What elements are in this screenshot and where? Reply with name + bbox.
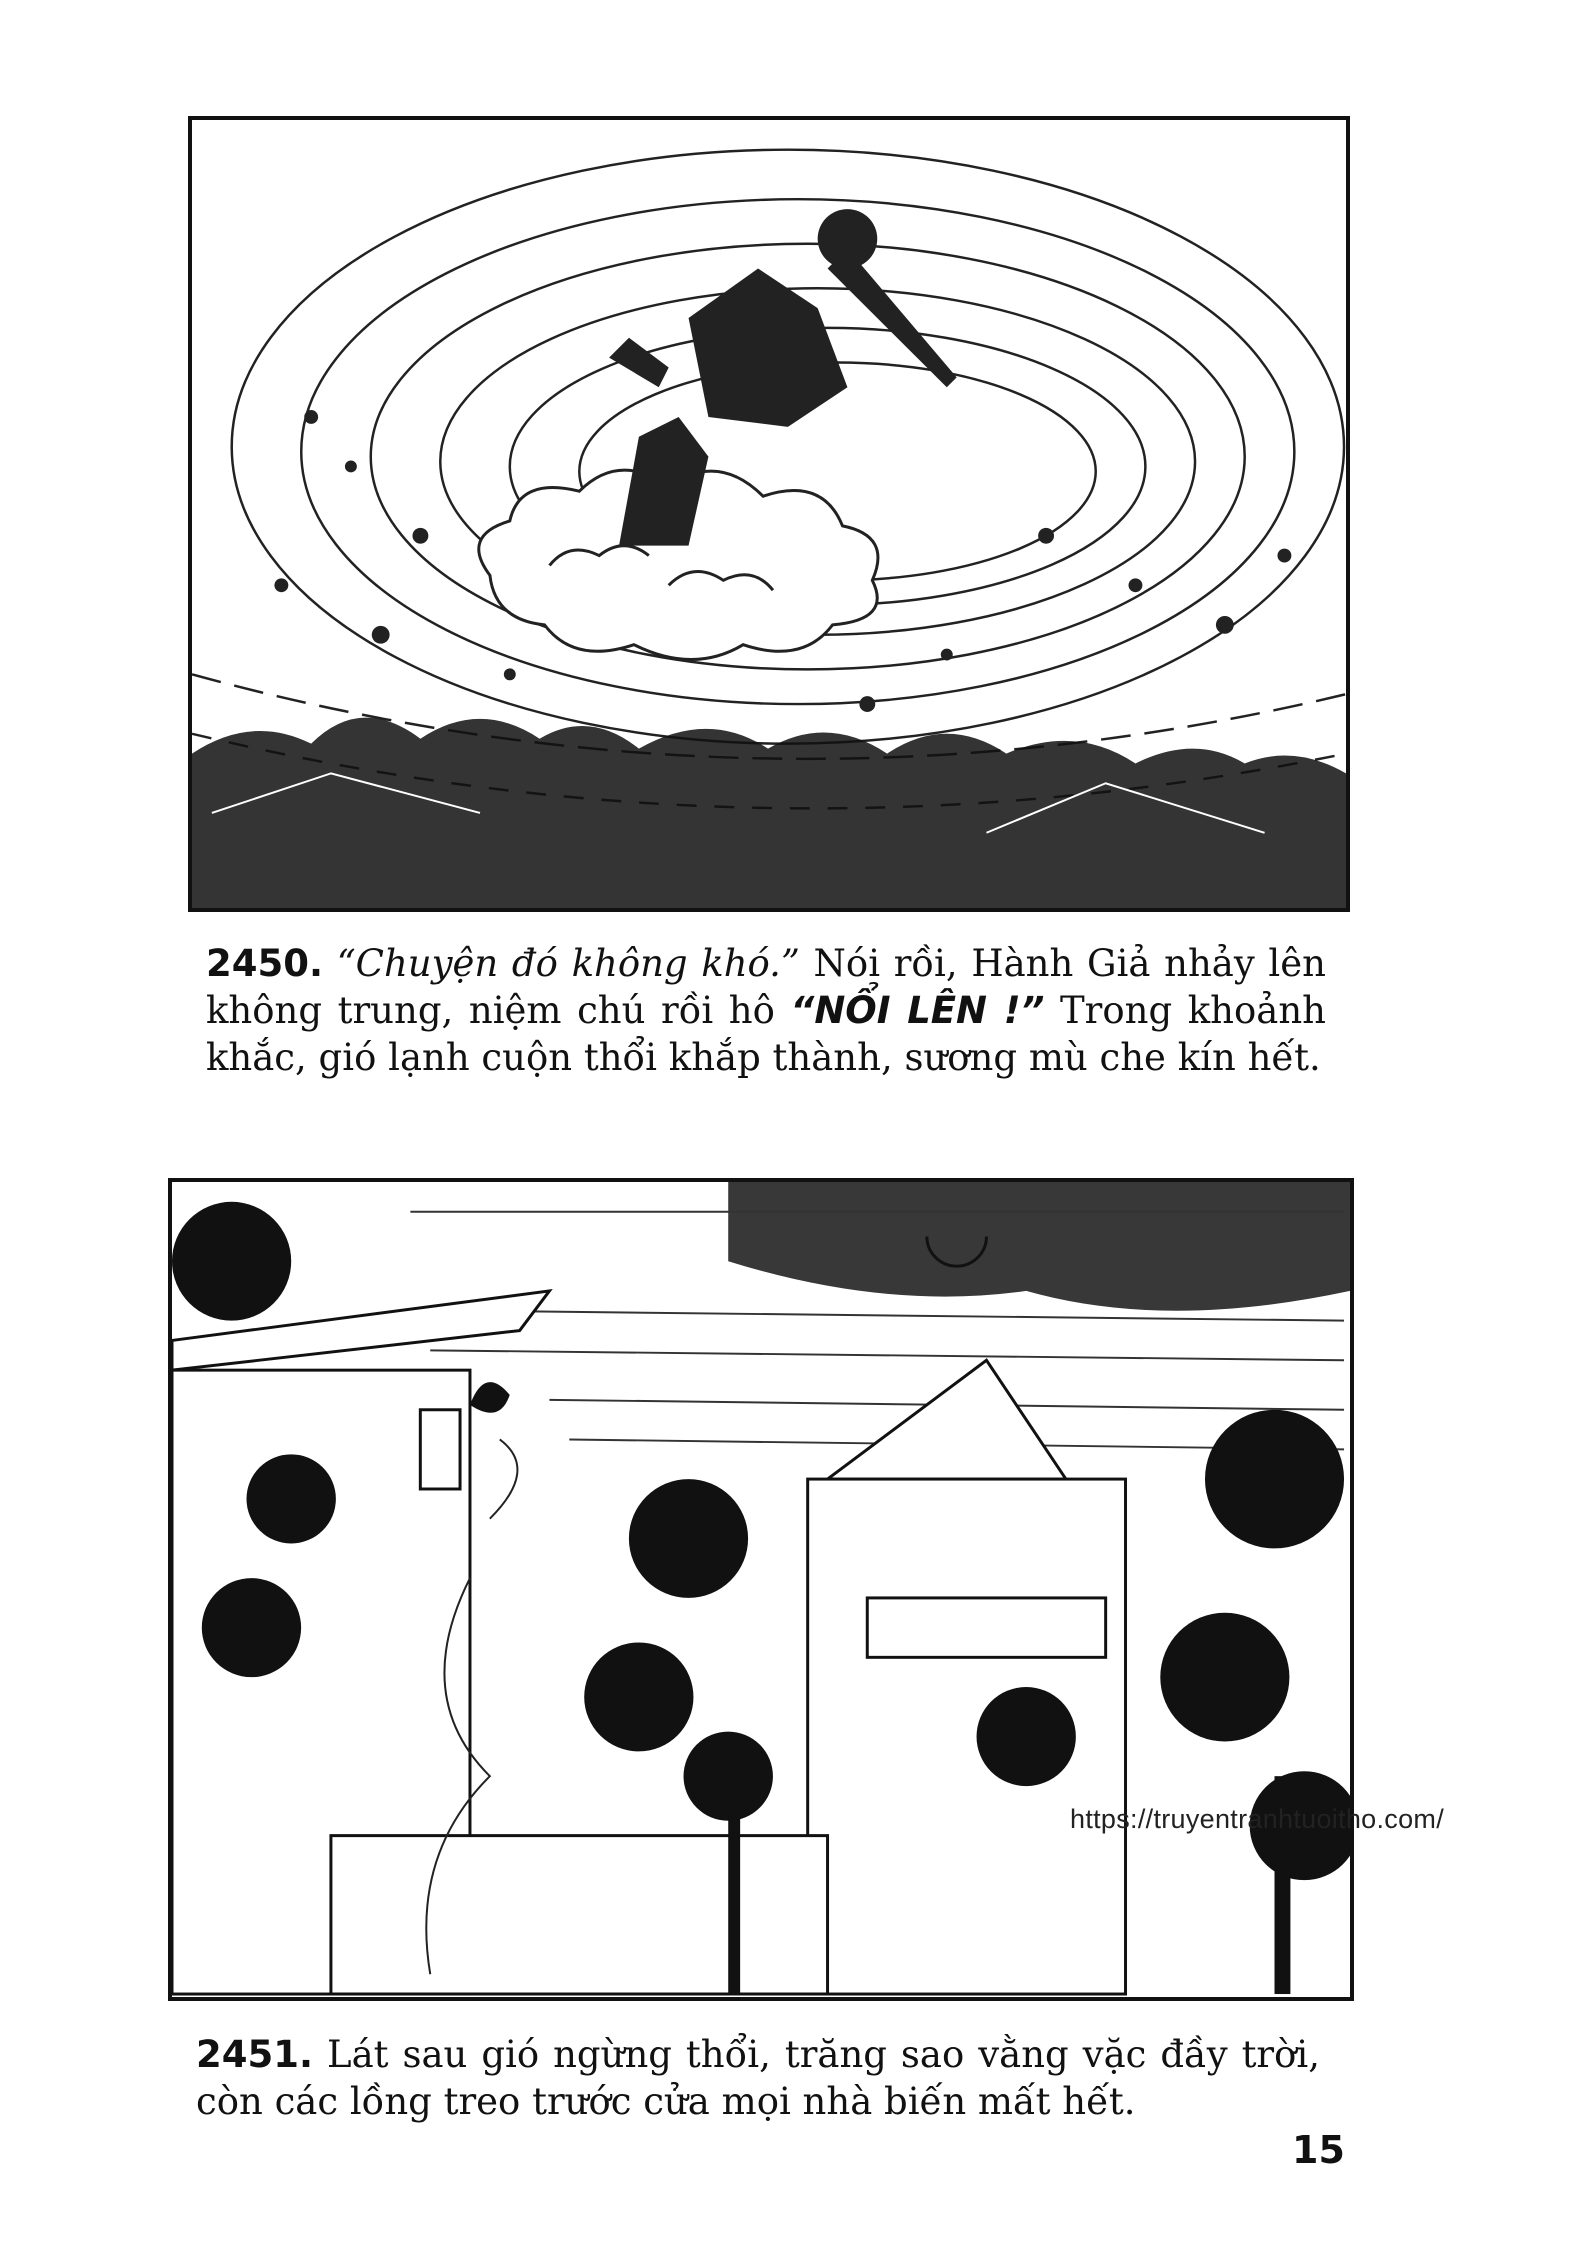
illustration-panel-moonlit-city — [168, 1178, 1354, 2001]
moonlit-city-drawing — [172, 1182, 1350, 1997]
caption-quote: “Chuyện đó không khó.” — [336, 942, 800, 985]
caption-text: Lát sau gió ngừng thổi, trăng sao vằng vặc đầy trời, còn các lồng treo trước cửa mọi nhà biến mất hết. — [196, 2033, 1320, 2123]
illustration-panel-whirlwind — [188, 116, 1350, 912]
caption-number: 2451. — [196, 2033, 314, 2076]
caption-text: Nói rồi, Hành Giả nhảy lên không trung, niệm chú rồi hô — [206, 942, 1326, 1032]
panel-2-caption — [196, 2031, 1320, 2125]
page-number: 15 — [1292, 2128, 1345, 2172]
watermark-url: https://truyentranhtuoitho.com/ — [1070, 1804, 1444, 1834]
caption-shout: “NỔI LÊN !” — [790, 989, 1045, 1032]
caption-number: 2450. — [206, 942, 324, 985]
whirlwind-drawing — [192, 120, 1346, 908]
panel-1-caption — [206, 940, 1326, 1081]
flying-figure — [470, 1382, 510, 1413]
caption-text: Trong khoảnh khắc, gió lạnh cuộn thổi khắp thành, sương mù che kín hết. — [206, 989, 1326, 1079]
